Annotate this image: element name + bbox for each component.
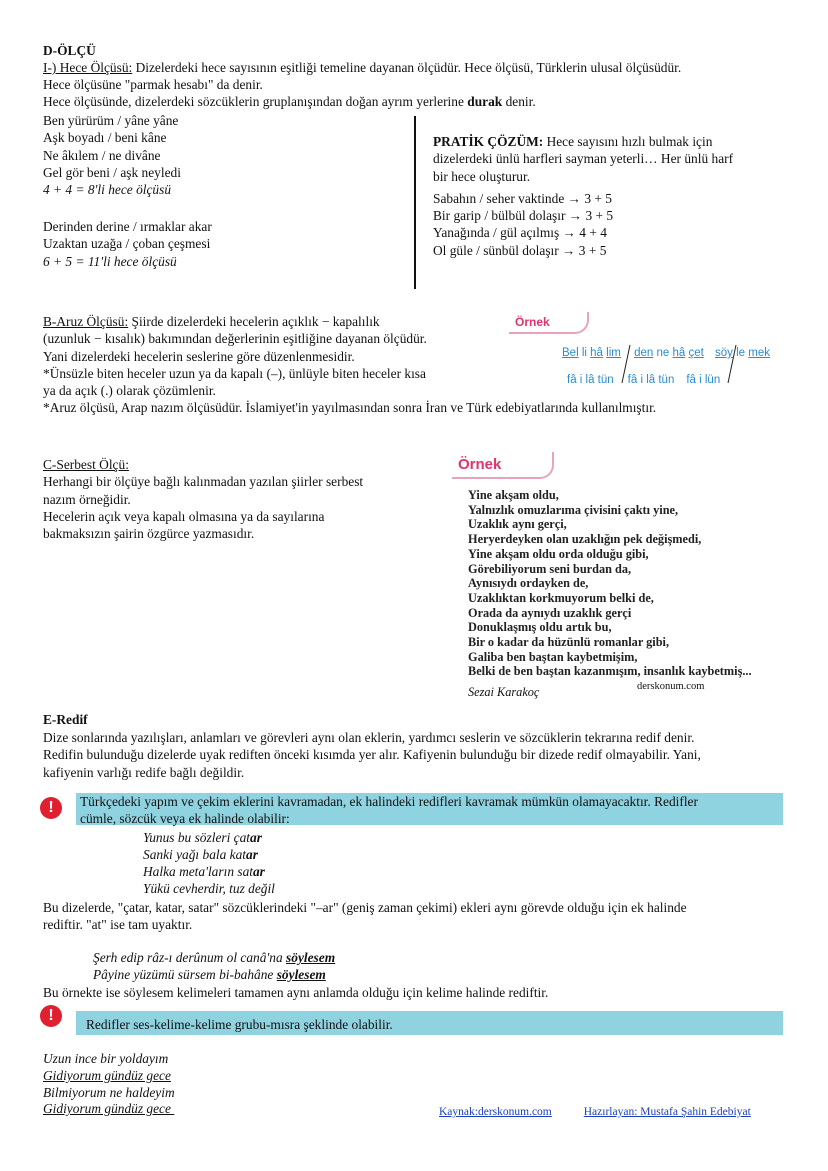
- aruz-syllable: le: [736, 347, 746, 359]
- ornek-label-aruz: Örnek: [509, 312, 589, 334]
- aruz-line5: ya da açık (.) olarak çözümlenir.: [43, 383, 216, 399]
- verse-text: Yunus bu sözleri çat: [143, 830, 251, 845]
- aruz-line3: Yani dizelerdeki hecelerin seslerine göre düzenlenmesidir.: [43, 348, 355, 364]
- poem-line: Heryerdeyken olan uzaklığın pek değişmedi,: [468, 532, 702, 547]
- aruz-syllable: hâ: [672, 347, 686, 359]
- pratik-text: Hece sayısını hızlı bulmak için: [543, 134, 713, 149]
- redif-word: söylesem: [276, 966, 326, 982]
- aruz-line2: (uzunluk − kısalık) bakımından değerlerinin eşitliğine dayanan ölçüdür.: [43, 331, 427, 347]
- site-watermark: derskonum.com: [637, 681, 705, 692]
- serbest-poem: [468, 488, 752, 679]
- redif-suffix: ar: [250, 830, 262, 845]
- poem-line: Orada da aynıydı uzaklık gerçi: [468, 605, 632, 620]
- exp-line: rediftir. "at" ise tam uyaktır.: [43, 917, 193, 933]
- footer: [439, 1103, 751, 1121]
- aruz-syllable: li: [581, 347, 587, 359]
- serbest-line: nazım örneğidir.: [43, 491, 131, 507]
- exp-line: Bu dizelerde, "çatar, katar, satar" sözcüklerindeki "–ar" (geniş zaman çekimi) ekleri aynı görevde olduğu için ek halinde: [43, 900, 687, 915]
- pratik-example-line: Sabahın / seher vaktinde → 3 + 5: [433, 190, 612, 206]
- note-line: Türkçedeki yapım ve çekim eklerini kavramadan, ek halindeki redifleri kavramak mümkün olamayacaktır. Redifler: [80, 794, 698, 809]
- aruz-feet: [567, 372, 720, 389]
- ornek-label-serbest: Örnek: [452, 452, 554, 479]
- aruz-syllable: çet: [688, 347, 704, 359]
- pratik-line2: dizelerdeki ünlü harfleri sayman yeterli… Her ünlü harf: [433, 151, 734, 167]
- pratik-example-line: Ol güle / sünbül dolaşır → 3 + 5: [433, 242, 607, 258]
- aruz-syllable: mek: [748, 347, 770, 359]
- example-line: Derinden derine / ırmaklar akar: [43, 219, 212, 234]
- aruz-syllable: hâ: [590, 347, 603, 359]
- aruz-desc: Şiirde dizelerdeki hecelerin açıklık − kapalılık: [128, 314, 380, 329]
- redif-note-2: Redifler ses-kelime-kelime grubu-mısra şeklinde olabilir.: [86, 1017, 393, 1032]
- verse-line: [93, 950, 335, 967]
- kaynak-link[interactable]: Kaynak:derskonum.com: [439, 1106, 552, 1118]
- serbest-title: C-Serbest Ölçü:: [43, 457, 129, 472]
- hece-example-2: [43, 218, 212, 270]
- hece-durak-text: Hece ölçüsünde, dizelerdeki sözcüklerin gruplanışından doğan ayrım yerlerine: [43, 94, 468, 109]
- hece-intro-line3: [43, 94, 536, 111]
- pratik-example-line: Yanağında / gül açılmış → 4 + 4: [433, 225, 607, 241]
- pratik-cozum: [433, 133, 733, 259]
- example-line: Ben yürürüm / yâne yâne: [43, 113, 179, 128]
- hece-durak-end: denir.: [502, 94, 536, 109]
- poem-line: Yalnızlık omuzlarıma çivisini çaktı yine,: [468, 502, 679, 517]
- serbest-line: Herhangi bir ölçüye bağlı kalınmadan yazılan şiirler serbest: [43, 474, 364, 490]
- verse-line: [143, 880, 275, 897]
- serbest-line: bakmaksızın şairin özgürce yazmasıdır.: [43, 526, 255, 542]
- poem-line: Aynısıydı ordayken de,: [468, 576, 589, 591]
- hece-example-1: [43, 112, 181, 198]
- aruz-syllable: ne: [656, 347, 670, 359]
- hece-formula-1: 4 + 4 = 8'li hece ölçüsü: [43, 182, 172, 198]
- hece-intro-line1: [43, 60, 681, 77]
- poet-name: Sezai Karakoç: [468, 685, 540, 699]
- example-line: Uzaktan uzağa / çoban çeşmesi: [43, 236, 211, 252]
- redif-p1: Dize sonlarında yazılışları, anlamları ve görevleri aynı olan eklerin, yardımcı seslerin ve sözcüklerin tekrarına redif denir.: [43, 730, 695, 745]
- aruz-foot: fâ i lün: [686, 374, 721, 386]
- verse-line: Uzun ince bir yoldayım: [43, 1051, 169, 1066]
- exclamation-icon: !: [40, 797, 62, 819]
- example-line: Aşk boyadı / beni kâne: [43, 130, 167, 146]
- verse-text: Halka meta'ların sat: [143, 864, 253, 879]
- pratik-example-line: Bir garip / bülbül dolaşır → 3 + 5: [433, 208, 614, 224]
- verse-line: Gidiyorum gündüz gece: [43, 1067, 171, 1083]
- aruz-syllable: lim: [606, 347, 621, 359]
- verse-line: [143, 829, 275, 846]
- verse-line: [93, 967, 335, 984]
- note-line: cümle, sözcük veya ek halinde olabilir:: [80, 810, 290, 826]
- pratik-title: PRATİK ÇÖZÜM:: [433, 134, 544, 149]
- verse-line: Bilmiyorum ne haldeyim: [43, 1084, 175, 1100]
- poem-line: Bir o kadar da hüzünlü romanlar gibi,: [468, 635, 670, 650]
- aruz-syllable: den: [634, 347, 654, 359]
- aruz-title: B-Aruz Ölçüsü:: [43, 314, 129, 329]
- hece-title: I-) Hece Ölçüsü:: [43, 60, 133, 75]
- poem-line: Donuklaşmış oldu artık bu,: [468, 620, 612, 635]
- pratik-line1: [433, 133, 733, 150]
- poem-line: Uzaklık aynı gerçi,: [468, 517, 567, 532]
- poem-line: Uzaklıktan korkmuyorum belki de,: [468, 590, 654, 605]
- section-heading-olcu: D-ÖLÇÜ: [43, 43, 96, 58]
- verse-line: [143, 863, 275, 880]
- poem-line: Yine akşam oldu orda olduğu gibi,: [468, 546, 649, 561]
- section-heading-redif: E-Redif: [43, 712, 88, 727]
- aruz-foot: fâ i lâ tün: [567, 374, 614, 386]
- pratik-line3: bir hece oluşturur.: [433, 168, 531, 184]
- redif-word: söylesem: [286, 950, 336, 965]
- column-divider: [414, 116, 416, 289]
- redif-p2: Redifin bulunduğu dizelerde uyak rediften önceki kısımda yer alır. Kafiyenin bulunduğu bir dizede redif olmayabilir. Yani,: [43, 747, 701, 763]
- aruz-foot: fâ i lâ tün: [627, 374, 675, 386]
- verse-text: Pâyine yüzümü sürsem bi-bahâne: [93, 966, 277, 982]
- serbest-line: Hecelerin açık veya kapalı olmasına ya da sayılarına: [43, 508, 325, 524]
- redif-note-1: [80, 794, 698, 827]
- redif-verse-3: [43, 1051, 175, 1118]
- redif-suffix: ar: [246, 847, 258, 862]
- serbest-section: [43, 456, 363, 542]
- example-line: Ne âkılem / ne divâne: [43, 147, 161, 163]
- hece-desc: Dizelerdeki hece sayısının eşitliği temeline dayanan ölçüdür. Hece ölçüsü, Türklerin ulusal ölçüsüdür.: [132, 60, 682, 75]
- aruz-line6: *Aruz ölçüsü, Arap nazım ölçüsüdür. İslamiyet'in yayılmasından sonra İran ve Türk edebiyatlarında kullanılmıştır.: [43, 400, 657, 416]
- verse-text: Yükü cevherdir, tuz değil: [143, 881, 275, 896]
- aruz-syllable: söy: [715, 347, 733, 359]
- aruz-syllable: Bel: [562, 347, 579, 359]
- poem-line: Belki de ben baştan kazanmışım, insanlık kaybetmiş...: [468, 664, 752, 679]
- poem-line: Yine akşam oldu,: [468, 488, 559, 502]
- hazirlayan-link[interactable]: Hazırlayan: Mustafa Şahin Edebiyat: [583, 1106, 751, 1118]
- verse-text: Şerh edip râz-ı derûnum ol canâ'na: [93, 950, 287, 965]
- aruz-line4: *Ünsüzle biten heceler uzun ya da kapalı (–), ünlüyle biten heceler kısa: [43, 365, 426, 381]
- verse-text: Sanki yağı bala kat: [143, 847, 247, 862]
- poem-line: Galiba ben baştan kaybetmişim,: [468, 649, 638, 664]
- hece-formula-2: 6 + 5 = 11'li hece ölçüsü: [43, 253, 177, 269]
- redif-verse-2: [93, 950, 335, 983]
- poem-line: Görebiliyorum seni burdan da,: [468, 561, 632, 576]
- redif-definition: [43, 729, 701, 781]
- redif-explanation-1: [43, 899, 687, 934]
- redif-explanation-2: Bu örnekte ise söylesem kelimeleri tamamen aynı anlamda olduğu için kelime halinde rediftir.: [43, 985, 549, 1000]
- durak-term: durak: [467, 94, 503, 109]
- redif-suffix: ar: [252, 864, 265, 879]
- hece-intro-line2: Hece ölçüsüne "parmak hesabı" da denir.: [43, 77, 263, 92]
- example-line: Gel gör beni / aşk neyledi: [43, 164, 181, 180]
- exclamation-icon: !: [40, 1005, 62, 1027]
- redif-verse-1: [143, 829, 275, 897]
- redif-p3: kafiyenin varlığı redife bağlı değildir.: [43, 764, 245, 780]
- verse-line: Gidiyorum gündüz gece: [43, 1101, 175, 1117]
- verse-line: [143, 846, 275, 863]
